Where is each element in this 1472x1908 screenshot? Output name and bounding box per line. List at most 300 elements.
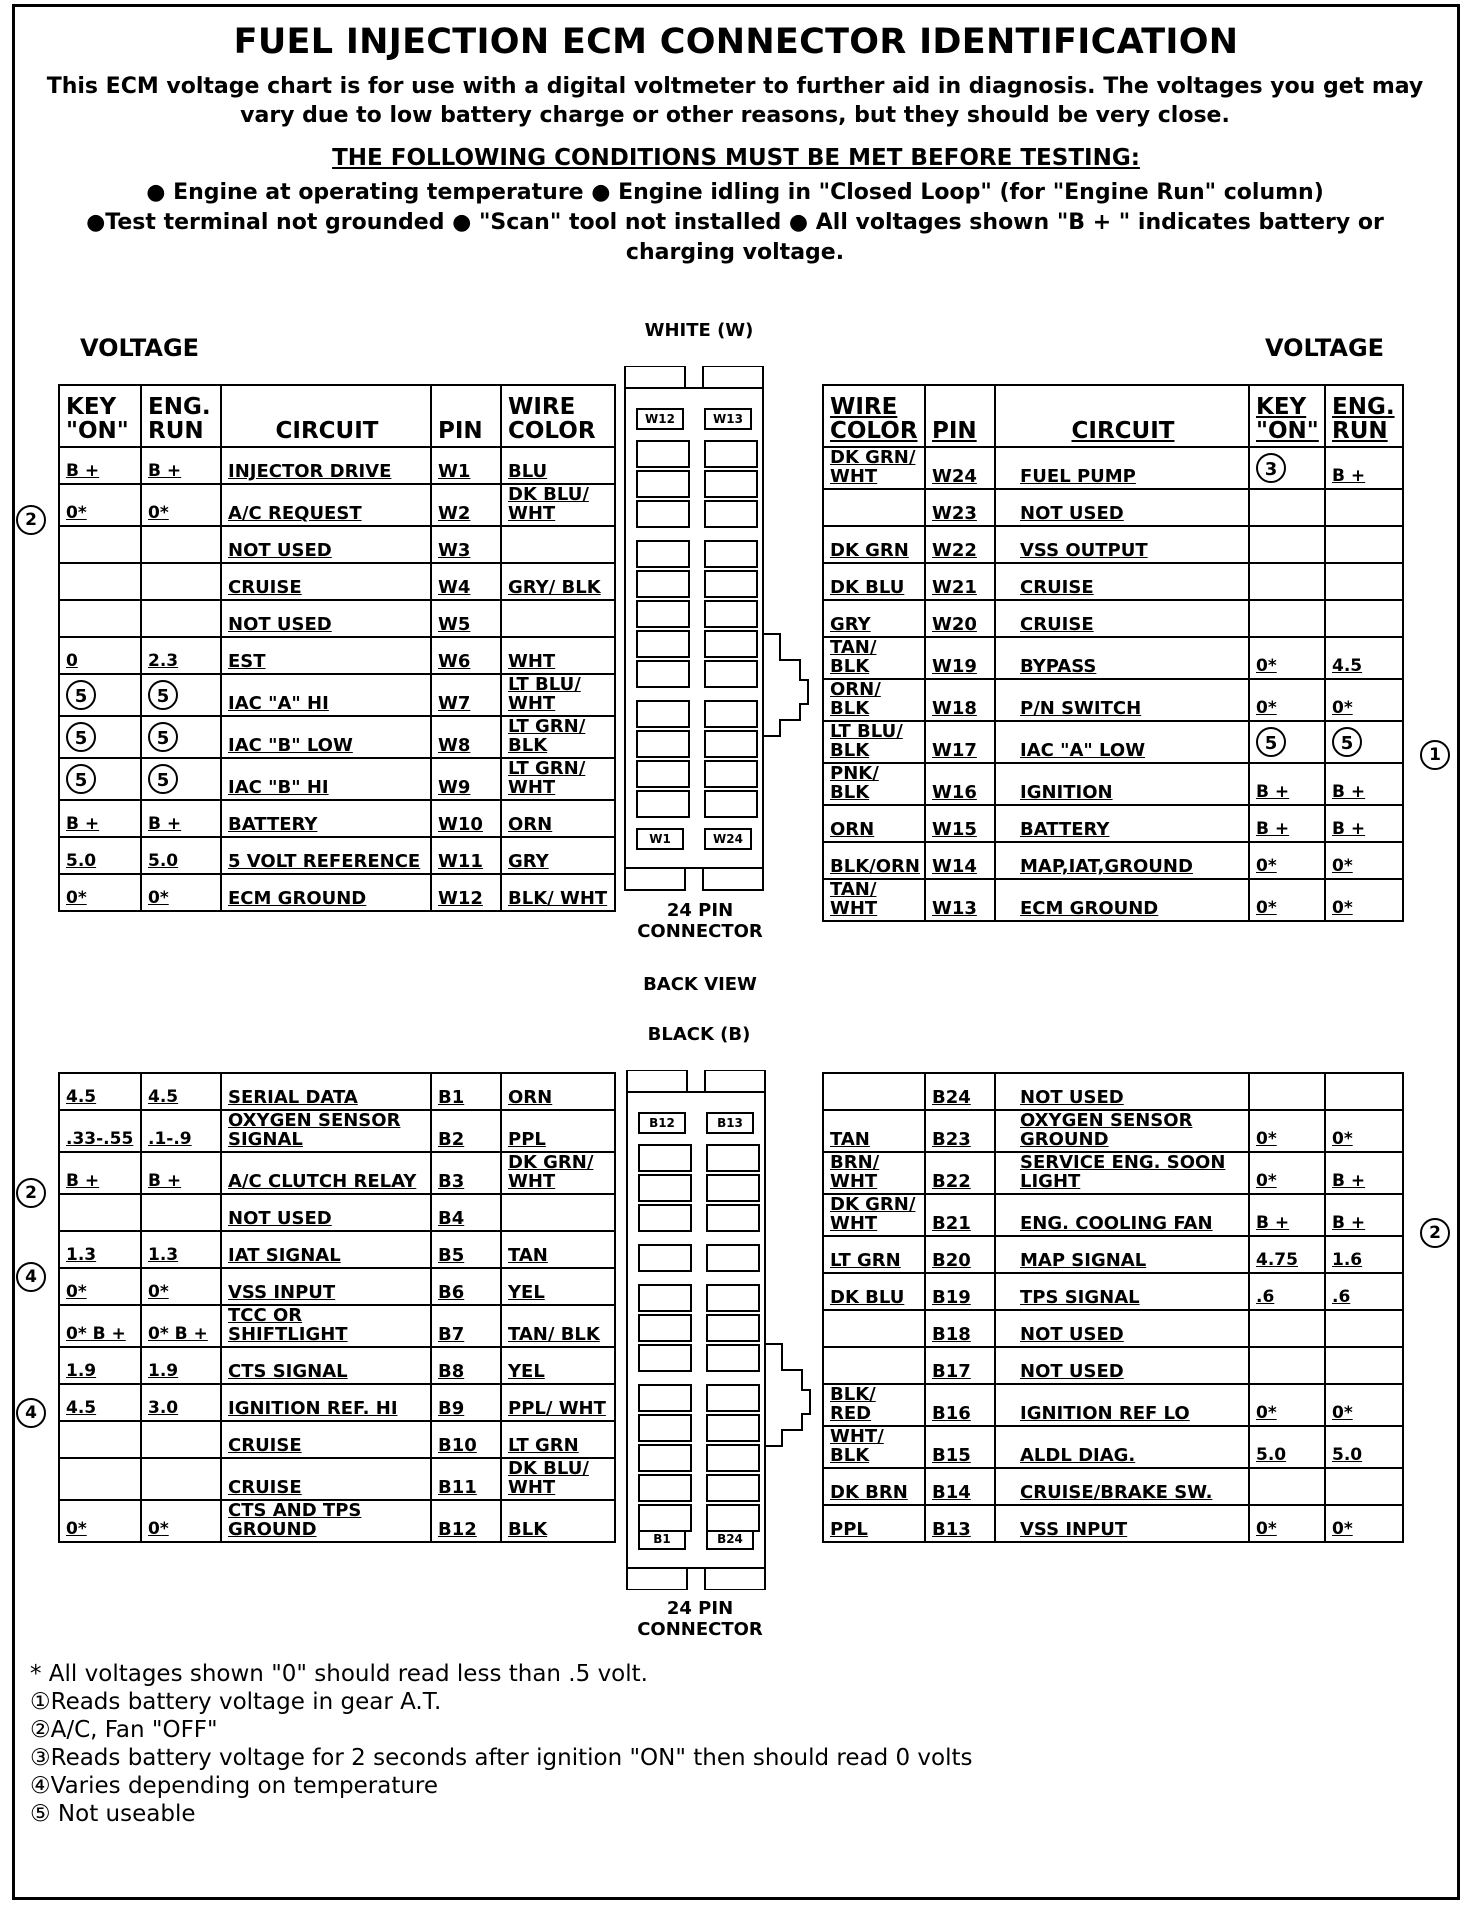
voltage-label-left: VOLTAGE bbox=[80, 334, 200, 362]
footnote-2: ②A/C, Fan "OFF" bbox=[30, 1717, 218, 1743]
header-wire-color: WIRE COLOR bbox=[823, 385, 925, 447]
note-2-marker: 2 bbox=[16, 505, 46, 535]
table-row bbox=[59, 637, 615, 674]
connector-cavity bbox=[638, 1144, 692, 1172]
circled-note-marker: 5 bbox=[148, 722, 178, 752]
cell-pin: W24 bbox=[925, 447, 995, 489]
connector-cavity bbox=[704, 500, 758, 528]
cell-pin: B6 bbox=[431, 1268, 501, 1305]
connector-cavity bbox=[638, 1344, 692, 1372]
cell-run bbox=[1325, 563, 1403, 600]
cell-pin: B10 bbox=[431, 1421, 501, 1458]
pin-label-b12: B12 bbox=[638, 1112, 686, 1134]
table-row bbox=[823, 679, 1403, 721]
cell-circuit: SERVICE ENG. SOON LIGHT bbox=[995, 1152, 1249, 1194]
cell-circuit: EST bbox=[221, 637, 431, 674]
note-1-marker: 1 bbox=[1420, 740, 1450, 770]
black-connector-label: BLACK (B) bbox=[647, 1024, 751, 1045]
cell-key: B + bbox=[59, 447, 141, 484]
table-row bbox=[823, 563, 1403, 600]
cell-key: 0* bbox=[59, 1500, 141, 1542]
cell-wire bbox=[501, 600, 615, 637]
header-key-on: KEY "ON" bbox=[1249, 385, 1325, 447]
header-circuit: CIRCUIT bbox=[221, 385, 431, 447]
cell-run: 0* bbox=[141, 484, 221, 526]
cell-circuit: CRUISE/BRAKE SW. bbox=[995, 1468, 1249, 1505]
cell-circuit: MAP SIGNAL bbox=[995, 1236, 1249, 1273]
cell-run: B + bbox=[1325, 1194, 1403, 1236]
cell-run: 1.3 bbox=[141, 1231, 221, 1268]
cell-pin: W8 bbox=[431, 716, 501, 758]
cell-run bbox=[1325, 489, 1403, 526]
cell-run bbox=[1325, 721, 1403, 763]
cell-wire: WHT/ BLK bbox=[823, 1426, 925, 1468]
cell-circuit: IAC "B" HI bbox=[221, 758, 431, 800]
connector-cavity bbox=[638, 1284, 692, 1312]
cell-key bbox=[59, 1421, 141, 1458]
cell-circuit: BYPASS bbox=[995, 637, 1249, 679]
connector-cavity bbox=[636, 790, 690, 818]
cell-wire: DK BLU/ WHT bbox=[501, 484, 615, 526]
connector-cavity bbox=[706, 1204, 760, 1232]
cell-pin: B20 bbox=[925, 1236, 995, 1273]
cell-wire: PNK/ BLK bbox=[823, 763, 925, 805]
circled-note-marker: 5 bbox=[1332, 727, 1362, 757]
table-row bbox=[59, 874, 615, 911]
cell-run: 2.3 bbox=[141, 637, 221, 674]
connector-cavity bbox=[706, 1474, 760, 1502]
conditions-title: THE FOLLOWING CONDITIONS MUST BE MET BEFORE TESTING: bbox=[332, 145, 1140, 171]
connector-cavity bbox=[636, 700, 690, 728]
connector-cavity bbox=[706, 1504, 760, 1532]
table-row bbox=[59, 716, 615, 758]
cell-pin: W3 bbox=[431, 526, 501, 563]
cell-circuit: NOT USED bbox=[995, 1073, 1249, 1110]
cell-key bbox=[59, 600, 141, 637]
cell-wire bbox=[823, 1073, 925, 1110]
connector-cavity bbox=[704, 700, 758, 728]
pin-label-b1: B1 bbox=[638, 1528, 686, 1550]
cell-pin: B18 bbox=[925, 1310, 995, 1347]
footnotes bbox=[30, 1660, 973, 1828]
header-pin: PIN bbox=[925, 385, 995, 447]
cell-pin: W20 bbox=[925, 600, 995, 637]
cell-run: 0* bbox=[141, 874, 221, 911]
cell-run: B + bbox=[141, 447, 221, 484]
cell-pin: W5 bbox=[431, 600, 501, 637]
cell-run bbox=[141, 563, 221, 600]
table-row bbox=[823, 842, 1403, 879]
cell-wire: TAN bbox=[501, 1231, 615, 1268]
cell-key: 0* bbox=[1249, 679, 1325, 721]
table-row bbox=[823, 1152, 1403, 1194]
cell-wire: DK GRN/ WHT bbox=[823, 1194, 925, 1236]
cell-key: 4.5 bbox=[59, 1384, 141, 1421]
connector-cavity bbox=[704, 600, 758, 628]
cell-run bbox=[1325, 1347, 1403, 1384]
cell-circuit: VSS OUTPUT bbox=[995, 526, 1249, 563]
cell-circuit: INJECTOR DRIVE bbox=[221, 447, 431, 484]
cell-pin: B22 bbox=[925, 1152, 995, 1194]
connector-cavity bbox=[706, 1144, 760, 1172]
cell-wire: GRY bbox=[823, 600, 925, 637]
table-row bbox=[823, 805, 1403, 842]
cell-circuit: SERIAL DATA bbox=[221, 1073, 431, 1110]
table-row bbox=[59, 1194, 615, 1231]
cell-run: B + bbox=[1325, 763, 1403, 805]
connector-cavity bbox=[636, 600, 690, 628]
connector-cavity bbox=[706, 1344, 760, 1372]
cell-key: 0* bbox=[59, 1268, 141, 1305]
cell-circuit: BATTERY bbox=[221, 800, 431, 837]
cell-key bbox=[1249, 600, 1325, 637]
cell-key bbox=[59, 1458, 141, 1500]
cell-circuit: A/C REQUEST bbox=[221, 484, 431, 526]
cell-wire: GRY/ BLK bbox=[501, 563, 615, 600]
connector-cavity bbox=[638, 1474, 692, 1502]
cell-key: 0 bbox=[59, 637, 141, 674]
circled-note-marker: 5 bbox=[66, 722, 96, 752]
table-row bbox=[59, 1421, 615, 1458]
cell-circuit: P/N SWITCH bbox=[995, 679, 1249, 721]
cell-pin: W10 bbox=[431, 800, 501, 837]
white-connector-key-tab bbox=[760, 620, 830, 740]
cell-pin: W17 bbox=[925, 721, 995, 763]
cell-circuit: CRUISE bbox=[221, 1421, 431, 1458]
cell-circuit: IAT SIGNAL bbox=[221, 1231, 431, 1268]
cell-pin: W14 bbox=[925, 842, 995, 879]
cell-key bbox=[1249, 563, 1325, 600]
cell-circuit: TPS SIGNAL bbox=[995, 1273, 1249, 1310]
cell-circuit: A/C CLUTCH RELAY bbox=[221, 1152, 431, 1194]
black-connector-key-tab bbox=[762, 1330, 832, 1450]
cell-circuit: CTS SIGNAL bbox=[221, 1347, 431, 1384]
connector-cavity bbox=[638, 1504, 692, 1532]
cell-circuit: NOT USED bbox=[995, 1347, 1249, 1384]
pin-label-b24: B24 bbox=[706, 1528, 754, 1550]
cell-run bbox=[1325, 1468, 1403, 1505]
cell-wire bbox=[501, 526, 615, 563]
connector-cavity bbox=[704, 660, 758, 688]
connector-cavity bbox=[706, 1384, 760, 1412]
table-header-row bbox=[823, 385, 1403, 447]
cell-key bbox=[59, 563, 141, 600]
table-row bbox=[59, 1231, 615, 1268]
cell-circuit: NOT USED bbox=[221, 1194, 431, 1231]
cell-wire: WHT bbox=[501, 637, 615, 674]
cell-pin: B9 bbox=[431, 1384, 501, 1421]
cell-pin: W23 bbox=[925, 489, 995, 526]
cell-wire: LT GRN bbox=[823, 1236, 925, 1273]
cell-circuit: CTS AND TPS GROUND bbox=[221, 1500, 431, 1542]
cell-key: 0* bbox=[1249, 1505, 1325, 1542]
cell-pin: W21 bbox=[925, 563, 995, 600]
cell-circuit: CRUISE bbox=[221, 1458, 431, 1500]
cell-circuit: IGNITION bbox=[995, 763, 1249, 805]
circled-note-marker: 3 bbox=[1256, 453, 1286, 483]
intro-text: This ECM voltage chart is for use with a digital voltmeter to further aid in diagnosis. The voltages you get may vary due to low battery charge or other reasons, but they should be very close. bbox=[46, 74, 1424, 128]
cell-circuit: CRUISE bbox=[995, 563, 1249, 600]
conditions-text bbox=[30, 178, 1440, 268]
footnote-asterisk: * All voltages shown "0" should read less than .5 volt. bbox=[30, 1661, 648, 1687]
cell-pin: W7 bbox=[431, 674, 501, 716]
connector-cavity bbox=[704, 790, 758, 818]
connector-cavity bbox=[706, 1284, 760, 1312]
cell-key: B + bbox=[1249, 763, 1325, 805]
cell-key: B + bbox=[59, 1152, 141, 1194]
cell-run: 0* bbox=[1325, 842, 1403, 879]
connector-cavity bbox=[638, 1314, 692, 1342]
connector-cavity bbox=[704, 630, 758, 658]
table-row bbox=[59, 674, 615, 716]
cell-key: 0* bbox=[1249, 637, 1325, 679]
cell-wire: BLK bbox=[501, 1500, 615, 1542]
cell-run: 3.0 bbox=[141, 1384, 221, 1421]
cell-wire: BLU bbox=[501, 447, 615, 484]
cell-run: 0* bbox=[141, 1268, 221, 1305]
cell-pin: B16 bbox=[925, 1384, 995, 1426]
cell-pin: B4 bbox=[431, 1194, 501, 1231]
cell-wire: BRN/ WHT bbox=[823, 1152, 925, 1194]
cell-circuit: OXYGEN SENSOR SIGNAL bbox=[221, 1110, 431, 1152]
cell-pin: B12 bbox=[431, 1500, 501, 1542]
cell-pin: W19 bbox=[925, 637, 995, 679]
cell-key bbox=[1249, 526, 1325, 563]
cell-run bbox=[141, 600, 221, 637]
connector-cavity bbox=[706, 1244, 760, 1272]
cell-circuit: ALDL DIAG. bbox=[995, 1426, 1249, 1468]
table-row bbox=[59, 1073, 615, 1110]
table-row bbox=[59, 1500, 615, 1542]
connector-cavity bbox=[704, 440, 758, 468]
cell-run: B + bbox=[141, 1152, 221, 1194]
circled-note-marker: 5 bbox=[148, 680, 178, 710]
cell-wire: PPL/ WHT bbox=[501, 1384, 615, 1421]
cell-wire bbox=[823, 489, 925, 526]
cell-key bbox=[1249, 1347, 1325, 1384]
cell-circuit: VSS INPUT bbox=[995, 1505, 1249, 1542]
cell-circuit: FUEL PUMP bbox=[995, 447, 1249, 489]
table-row bbox=[59, 447, 615, 484]
cell-run: 5.0 bbox=[1325, 1426, 1403, 1468]
cell-wire: PPL bbox=[823, 1505, 925, 1542]
header-key-on: KEY "ON" bbox=[59, 385, 141, 447]
table-row bbox=[823, 879, 1403, 921]
cell-circuit: TCC OR SHIFTLIGHT bbox=[221, 1305, 431, 1347]
table-row bbox=[823, 637, 1403, 679]
footnote-4: ④Varies depending on temperature bbox=[30, 1773, 439, 1799]
cell-key bbox=[1249, 1073, 1325, 1110]
cell-wire: LT BLU/ WHT bbox=[501, 674, 615, 716]
connector-cavity bbox=[704, 570, 758, 598]
cell-wire: ORN bbox=[501, 1073, 615, 1110]
table-row bbox=[823, 1426, 1403, 1468]
cell-wire: ORN/ BLK bbox=[823, 679, 925, 721]
cell-key: 1.9 bbox=[59, 1347, 141, 1384]
cell-wire: DK GRN/ WHT bbox=[501, 1152, 615, 1194]
cell-run bbox=[141, 758, 221, 800]
cell-pin: W11 bbox=[431, 837, 501, 874]
connector-cavity bbox=[706, 1314, 760, 1342]
cell-run: 4.5 bbox=[1325, 637, 1403, 679]
cell-run bbox=[1325, 600, 1403, 637]
white-connector-label: WHITE (W) bbox=[644, 320, 754, 341]
cell-circuit: OXYGEN SENSOR GROUND bbox=[995, 1110, 1249, 1152]
cell-wire: TAN/ BLK bbox=[501, 1305, 615, 1347]
cell-wire: LT GRN/ WHT bbox=[501, 758, 615, 800]
white-connector-diagram bbox=[624, 366, 764, 892]
footnote-5: ⑤ Not useable bbox=[30, 1801, 196, 1827]
cell-wire: YEL bbox=[501, 1347, 615, 1384]
white-left-table bbox=[58, 384, 616, 912]
table-row bbox=[823, 1347, 1403, 1384]
cell-pin: B3 bbox=[431, 1152, 501, 1194]
cell-pin: B15 bbox=[925, 1426, 995, 1468]
cell-circuit: NOT USED bbox=[995, 1310, 1249, 1347]
connector-cavity bbox=[636, 540, 690, 568]
white-connector-back-view: BACK VIEW bbox=[643, 974, 757, 995]
cell-pin: W2 bbox=[431, 484, 501, 526]
cell-pin: W1 bbox=[431, 447, 501, 484]
voltage-label-right: VOLTAGE bbox=[1265, 334, 1385, 362]
cell-pin: B19 bbox=[925, 1273, 995, 1310]
cell-key: 0* bbox=[1249, 879, 1325, 921]
cell-key: 4.5 bbox=[59, 1073, 141, 1110]
connector-cavity bbox=[636, 470, 690, 498]
cell-key: 0* bbox=[59, 484, 141, 526]
cell-circuit: NOT USED bbox=[995, 489, 1249, 526]
cell-pin: B8 bbox=[431, 1347, 501, 1384]
cell-run bbox=[1325, 1073, 1403, 1110]
connector-cavity bbox=[638, 1384, 692, 1412]
cell-run bbox=[141, 526, 221, 563]
cell-key: 0* bbox=[1249, 1110, 1325, 1152]
table-row bbox=[59, 1268, 615, 1305]
connector-cavity bbox=[706, 1174, 760, 1202]
circled-note-marker: 5 bbox=[66, 764, 96, 794]
connector-cavity bbox=[638, 1444, 692, 1472]
cell-wire: DK BLU bbox=[823, 1273, 925, 1310]
cell-wire: ORN bbox=[823, 805, 925, 842]
black-connector-diagram bbox=[626, 1070, 766, 1590]
cell-circuit: ECM GROUND bbox=[221, 874, 431, 911]
connector-cavity bbox=[638, 1174, 692, 1202]
table-row bbox=[59, 837, 615, 874]
black-right-table bbox=[822, 1072, 1404, 1543]
pin-label-w12: W12 bbox=[636, 408, 684, 430]
connector-cavity bbox=[706, 1444, 760, 1472]
footnote-1: ①Reads battery voltage in gear A.T. bbox=[30, 1689, 442, 1715]
connector-cavity bbox=[636, 760, 690, 788]
cell-wire: LT BLU/ BLK bbox=[823, 721, 925, 763]
cell-key bbox=[1249, 1468, 1325, 1505]
cell-pin: B5 bbox=[431, 1231, 501, 1268]
cell-pin: W18 bbox=[925, 679, 995, 721]
cell-pin: B24 bbox=[925, 1073, 995, 1110]
cell-wire: DK BLU/ WHT bbox=[501, 1458, 615, 1500]
table-row bbox=[823, 721, 1403, 763]
pin-label-w24: W24 bbox=[704, 828, 752, 850]
table-row bbox=[823, 763, 1403, 805]
table-row bbox=[823, 1073, 1403, 1110]
cell-circuit: CRUISE bbox=[995, 600, 1249, 637]
cell-wire bbox=[823, 1347, 925, 1384]
cell-pin: B23 bbox=[925, 1110, 995, 1152]
cell-key: 0* bbox=[1249, 842, 1325, 879]
table-row bbox=[823, 1310, 1403, 1347]
cell-run: B + bbox=[141, 800, 221, 837]
black-left-table bbox=[58, 1072, 616, 1543]
table-row bbox=[823, 489, 1403, 526]
header-pin: PIN bbox=[431, 385, 501, 447]
connector-cavity bbox=[636, 660, 690, 688]
cell-run: .1-.9 bbox=[141, 1110, 221, 1152]
table-row bbox=[823, 1194, 1403, 1236]
cell-wire: LT GRN/ BLK bbox=[501, 716, 615, 758]
cell-pin: B17 bbox=[925, 1347, 995, 1384]
cell-key bbox=[59, 526, 141, 563]
cell-pin: B13 bbox=[925, 1505, 995, 1542]
connector-cavity bbox=[704, 470, 758, 498]
cell-run: B + bbox=[1325, 805, 1403, 842]
pin-label-w13: W13 bbox=[704, 408, 752, 430]
cell-key: 0* bbox=[59, 874, 141, 911]
table-row bbox=[59, 563, 615, 600]
cell-pin: W22 bbox=[925, 526, 995, 563]
cell-run: B + bbox=[1325, 447, 1403, 489]
cell-run: 5.0 bbox=[141, 837, 221, 874]
cell-wire: DK GRN/ WHT bbox=[823, 447, 925, 489]
cell-pin: W4 bbox=[431, 563, 501, 600]
table-row bbox=[59, 1110, 615, 1152]
cell-wire: TAN/ WHT bbox=[823, 879, 925, 921]
note-4-marker: 4 bbox=[16, 1398, 46, 1428]
connector-cavity bbox=[638, 1414, 692, 1442]
cell-key: .33-.55 bbox=[59, 1110, 141, 1152]
cell-circuit: NOT USED bbox=[221, 526, 431, 563]
cell-pin: W12 bbox=[431, 874, 501, 911]
cell-pin: B1 bbox=[431, 1073, 501, 1110]
cell-pin: B11 bbox=[431, 1458, 501, 1500]
cell-circuit: MAP,IAT,GROUND bbox=[995, 842, 1249, 879]
cell-run bbox=[141, 1458, 221, 1500]
cell-wire: DK BRN bbox=[823, 1468, 925, 1505]
conditions-line-1: ● Engine at operating temperature ● Engine idling in "Closed Loop" (for "Engine Run" column) bbox=[146, 180, 1324, 205]
table-row bbox=[823, 1273, 1403, 1310]
cell-pin: W6 bbox=[431, 637, 501, 674]
cell-run bbox=[141, 716, 221, 758]
connector-cavity bbox=[636, 630, 690, 658]
table-row bbox=[59, 1384, 615, 1421]
cell-key: 5.0 bbox=[1249, 1426, 1325, 1468]
cell-wire: LT GRN bbox=[501, 1421, 615, 1458]
header-circuit: CIRCUIT bbox=[995, 385, 1249, 447]
cell-key: 4.75 bbox=[1249, 1236, 1325, 1273]
header-eng-run: ENG. RUN bbox=[141, 385, 221, 447]
cell-wire: DK GRN bbox=[823, 526, 925, 563]
cell-pin: W9 bbox=[431, 758, 501, 800]
cell-run: 0* bbox=[1325, 1505, 1403, 1542]
black-connector-caption: 24 PIN CONNECTOR bbox=[637, 1598, 763, 1640]
header-wire-color: WIRE COLOR bbox=[501, 385, 615, 447]
connector-cavity bbox=[704, 730, 758, 758]
cell-key bbox=[1249, 447, 1325, 489]
cell-key bbox=[59, 1194, 141, 1231]
cell-pin: B14 bbox=[925, 1468, 995, 1505]
cell-wire: ORN bbox=[501, 800, 615, 837]
table-row bbox=[823, 600, 1403, 637]
cell-wire: PPL bbox=[501, 1110, 615, 1152]
